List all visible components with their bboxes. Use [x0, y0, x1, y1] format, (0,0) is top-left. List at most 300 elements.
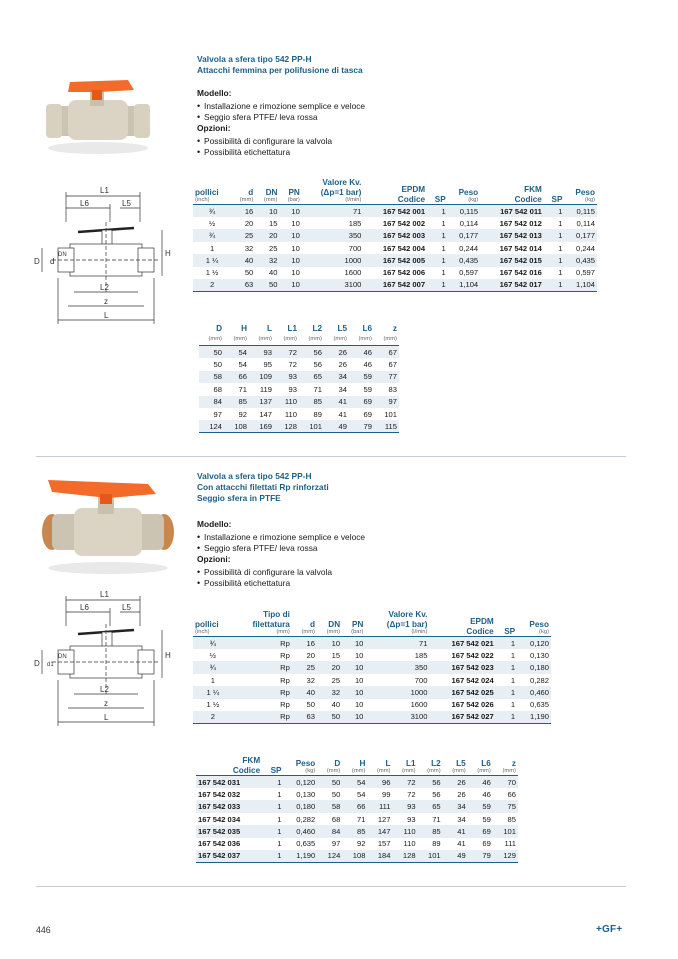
table-row	[196, 850, 518, 862]
table-cell: 0,244	[459, 243, 479, 253]
table-cell: Rp	[233, 711, 292, 723]
table-cell: 0,114	[576, 218, 595, 228]
table-row	[199, 408, 399, 420]
dim-label-L5: L5	[122, 199, 131, 208]
table-cell: 1000	[302, 254, 364, 266]
technical-drawing-1	[22, 182, 182, 330]
section1-title-1: Valvola a sfera tipo 542 PP-H	[197, 54, 312, 64]
table-cell: 167 542 011	[480, 205, 544, 217]
column-header-label: pollici	[195, 187, 219, 197]
list-item: • Seggio sfera PTFE/ leva rossa	[197, 112, 365, 123]
table-cell: 101	[493, 825, 518, 837]
table-cell: 0,435	[564, 254, 597, 266]
table-cell: 167 542 003	[363, 229, 427, 241]
column-header-label: L6	[481, 758, 491, 768]
table-cell: 1	[209, 243, 215, 253]
table-cell: 85	[224, 396, 249, 408]
table-cell: ¾	[193, 637, 233, 649]
table-cell: 1	[441, 268, 446, 278]
list-item: • Seggio sfera PTFE/ leva rossa	[197, 543, 365, 554]
table-cell: 167 542 032	[198, 789, 241, 799]
table-cell: 97	[374, 396, 399, 408]
table-cell: 1,104	[564, 279, 597, 291]
column-header-label: SP	[270, 765, 282, 775]
table-row	[193, 711, 551, 723]
column-header-label: Peso	[295, 758, 316, 768]
column-header-unit: (kg)	[539, 629, 549, 636]
table-cell: 97	[331, 839, 341, 849]
section2-title-2: Con attacchi filettati Rp rinforzati	[197, 482, 329, 492]
table-cell: 79	[468, 850, 493, 862]
column-header	[193, 178, 231, 205]
column-header-unit: (mm)	[376, 768, 391, 775]
column-header	[418, 756, 443, 776]
table-row	[193, 674, 551, 686]
column-header	[231, 178, 255, 205]
table-cell: 56	[313, 360, 322, 370]
table-cell: 124	[199, 420, 224, 432]
table-cell: 59	[349, 371, 374, 383]
table-cell: 1	[427, 229, 448, 241]
column-header	[342, 756, 367, 776]
table-cell: 1	[277, 789, 282, 799]
column-header-label: L	[385, 758, 391, 768]
table-cell: 59	[363, 384, 372, 394]
table-cell: 68	[331, 814, 341, 824]
column-header	[255, 178, 279, 205]
column-header-unit: (mm)	[301, 629, 315, 636]
column-header-label: Peso	[458, 187, 479, 197]
table-cell: 10	[342, 637, 365, 649]
table-row	[193, 699, 551, 711]
table-cell: Rp	[280, 650, 290, 660]
table-cell: 93	[249, 346, 274, 358]
column-header-label: DN	[328, 619, 341, 629]
table-cell: 10	[291, 268, 300, 278]
table-cell: Rp	[233, 686, 292, 698]
table-row	[199, 358, 399, 370]
table-cell: Rp	[280, 675, 290, 685]
table-cell: 1	[441, 243, 446, 253]
dim-label-L2: L2	[100, 283, 109, 292]
table-cell: 59	[482, 814, 491, 824]
table-cell: 108	[342, 850, 367, 862]
dim-label-L1: L1	[100, 590, 109, 599]
table-row	[193, 649, 551, 661]
column-header-unit: (mm)	[263, 197, 278, 204]
column-header-label: Peso	[575, 187, 595, 197]
table-cell: 128	[274, 420, 299, 432]
section2-table-codes	[193, 610, 551, 724]
table-cell: 71	[365, 637, 429, 649]
table-cell: 1	[262, 776, 283, 788]
column-header: z	[392, 324, 397, 333]
table-cell: 167 542 012	[499, 218, 542, 228]
table-cell: 1000	[365, 686, 429, 698]
table-cell: 0,120	[517, 637, 551, 649]
table-cell: 40	[331, 700, 341, 710]
table-cell: 72	[393, 776, 418, 788]
table-cell: 1	[496, 686, 517, 698]
table-cell: 167 542 016	[499, 268, 542, 278]
column-header-label: EPDM Codice	[466, 617, 494, 636]
table-cell: 127	[377, 814, 391, 824]
table-cell: 46	[363, 360, 372, 370]
table-cell: 20	[255, 229, 279, 241]
table-cell: 50	[317, 711, 342, 723]
table-cell: 101	[299, 420, 324, 432]
table-cell: 147	[259, 409, 272, 419]
table-cell: 70	[493, 776, 518, 788]
table-cell: 167 542 033	[196, 800, 262, 812]
table-cell: 10	[279, 229, 301, 241]
table-cell: 69	[468, 825, 493, 837]
table-cell: 1	[558, 218, 563, 228]
table-cell: 32	[244, 243, 254, 253]
column-header-unit: (kg)	[468, 197, 479, 204]
dim-label-d1: d1	[47, 662, 54, 668]
table-cell: 0,635	[296, 839, 316, 849]
table-cell: 72	[288, 360, 297, 370]
table-cell: 1,104	[448, 279, 480, 291]
column-header-label: SP	[551, 194, 563, 204]
table-cell: 54	[224, 346, 249, 358]
table-cell: 25	[292, 661, 317, 673]
column-header	[262, 756, 283, 776]
table-cell: 99	[382, 789, 391, 799]
table-cell: 92	[356, 839, 366, 849]
table-cell: Rp	[233, 637, 292, 649]
table-cell: 56	[432, 789, 441, 799]
table-cell: 50	[244, 268, 254, 278]
column-header-label: L2	[431, 758, 441, 768]
column-header-unit: (kg)	[585, 197, 595, 204]
table-cell: 350	[365, 661, 429, 673]
table-cell: 10	[279, 279, 301, 291]
table-cell: 34	[324, 371, 349, 383]
table-cell: Rp	[233, 661, 292, 673]
table-cell: 10	[342, 686, 365, 698]
table-row	[193, 637, 551, 649]
table-cell: 2	[193, 711, 233, 723]
table-cell: 147	[367, 825, 392, 837]
dim-label-L1: L1	[100, 186, 109, 195]
column-header-label: H	[359, 758, 366, 768]
table-cell: 26	[443, 776, 468, 788]
table-cell: 59	[468, 800, 493, 812]
table-cell: 46	[482, 789, 491, 799]
table-cell: 16	[231, 205, 255, 217]
table-cell: 115	[374, 420, 399, 432]
table-cell: 95	[263, 360, 272, 370]
table-cell: 20	[244, 218, 254, 228]
table-cell: 50	[306, 700, 315, 710]
section2-table-fkm	[196, 756, 518, 863]
table-cell: 40	[268, 268, 278, 278]
column-header	[496, 610, 517, 637]
section1-opzioni-list	[197, 136, 365, 157]
dim-label-L2: L2	[100, 685, 109, 694]
column-header	[427, 178, 448, 205]
table-cell: 66	[224, 371, 249, 383]
section1-table-codes	[193, 178, 597, 292]
table-cell: 0,282	[529, 675, 549, 685]
table-cell: 84	[199, 396, 224, 408]
column-header-label: pollici	[195, 619, 219, 629]
table-cell: 167 542 023	[429, 661, 495, 673]
column-header-label: DN	[265, 187, 278, 197]
table-cell: 83	[388, 384, 397, 394]
column-header	[443, 756, 468, 776]
table-row	[199, 346, 399, 358]
table-row	[196, 800, 518, 812]
table-cell: 2	[193, 279, 231, 291]
table-cell: 89	[432, 839, 441, 849]
column-header	[193, 610, 233, 637]
table-cell: 0,597	[575, 268, 595, 278]
table-cell: 32	[255, 254, 279, 266]
table-cell: 1 ½	[206, 700, 220, 710]
table-cell: 0,120	[284, 776, 318, 788]
column-header: L5	[337, 324, 347, 333]
table-cell: 167 542 004	[382, 243, 426, 253]
table-cell: 0,130	[296, 789, 316, 799]
table-cell: 93	[274, 371, 299, 383]
table-cell: 25	[331, 675, 341, 685]
table-row	[193, 242, 597, 254]
table-row	[199, 396, 399, 408]
table-cell: 1,190	[517, 711, 551, 723]
column-unit: (mm)	[324, 334, 349, 346]
page-number: 446	[36, 925, 51, 935]
table-cell: 167 542 017	[480, 279, 544, 291]
table-cell: 167 542 034	[198, 814, 241, 824]
section1-table-dimensions	[199, 324, 399, 433]
column-header-unit: (l/min)	[411, 629, 428, 636]
table-cell: 65	[418, 800, 443, 812]
table-cell: 54	[342, 776, 367, 788]
column-header-label: z	[511, 758, 516, 768]
table-cell: 20	[317, 661, 342, 673]
table-cell: 34	[338, 384, 347, 394]
column-header: H	[241, 324, 247, 333]
table-cell: 1600	[410, 700, 428, 710]
list-item: • Possibilità etichettatura	[197, 147, 365, 158]
column-header	[292, 610, 317, 637]
table-cell: 169	[249, 420, 274, 432]
table-cell: ¾	[193, 229, 231, 241]
column-header	[233, 610, 292, 637]
table-cell: 69	[363, 409, 372, 419]
column-header-label: L1	[406, 758, 416, 768]
column-header	[429, 610, 495, 637]
column-header-unit: (inch)	[195, 629, 210, 636]
column-header	[317, 610, 342, 637]
table-cell: 111	[367, 800, 392, 812]
table-cell: 97	[213, 409, 222, 419]
table-cell: 1 ¼	[193, 254, 231, 266]
table-cell: 71	[432, 814, 441, 824]
table-cell: 0,282	[296, 814, 316, 824]
table-row	[193, 279, 597, 291]
column-header-unit: (bar)	[287, 197, 300, 204]
table-cell: 167 542 015	[480, 254, 544, 266]
column-header-label: EPDM Codice	[397, 185, 426, 204]
table-cell: 110	[274, 396, 299, 408]
table-cell: 69	[349, 396, 374, 408]
table-cell: 72	[407, 789, 416, 799]
product-photo-2	[38, 470, 178, 580]
table-cell: 41	[457, 839, 466, 849]
list-item: • Possibilità di configurare la valvola	[197, 136, 365, 147]
table-cell: 49	[443, 850, 468, 862]
column-header-label: Valore Kv. (Δp=1 bar)	[386, 610, 428, 629]
column-unit: (mm)	[224, 334, 249, 346]
column-header-label: SP	[504, 626, 516, 636]
table-cell: 10	[255, 205, 279, 217]
column-header	[367, 756, 392, 776]
section1-modello-label: Modello:	[197, 88, 232, 98]
table-cell: ¾	[193, 661, 233, 673]
table-cell: 89	[313, 409, 322, 419]
table-row	[196, 825, 518, 837]
column-header-label: Peso	[529, 619, 549, 629]
footer-divider	[36, 886, 626, 887]
table-cell: 63	[231, 279, 255, 291]
column-header	[468, 756, 493, 776]
table-cell: 58	[317, 800, 342, 812]
column-header-unit: (inch)	[195, 197, 210, 204]
table-cell: 128	[393, 850, 418, 862]
table-cell: 69	[482, 839, 491, 849]
column-header	[363, 178, 427, 205]
table-row	[193, 229, 597, 241]
table-cell: 85	[299, 396, 324, 408]
dim-label-L: L	[104, 311, 109, 320]
dim-label-z: z	[104, 297, 108, 306]
table-row	[196, 776, 518, 788]
table-cell: 10	[342, 711, 365, 723]
column-header-label: SP	[434, 194, 446, 204]
table-row	[193, 217, 597, 229]
table-cell: 167 542 035	[196, 825, 262, 837]
section2-title-3: Seggio sfera in PTFE	[197, 493, 281, 503]
column-header	[342, 610, 365, 637]
table-cell: 111	[504, 839, 516, 849]
table-row	[199, 383, 399, 395]
table-cell: 71	[356, 814, 366, 824]
table-cell: 56	[418, 776, 443, 788]
table-cell: 0,114	[459, 218, 479, 228]
table-cell: 157	[377, 839, 391, 849]
table-cell: 119	[259, 384, 272, 394]
column-header	[365, 610, 429, 637]
table-cell: 67	[374, 346, 399, 358]
table-cell: 85	[507, 814, 516, 824]
table-cell: 167 542 014	[499, 243, 542, 253]
table-cell: 1	[510, 650, 516, 660]
table-cell: 66	[342, 800, 367, 812]
table-cell: 3100	[365, 711, 429, 723]
section2-modello-list	[197, 532, 365, 553]
table-cell: 15	[331, 650, 341, 660]
column-header-label: Tipo di filettatura	[252, 610, 290, 629]
table-cell: 1	[277, 839, 282, 849]
table-cell: 10	[354, 650, 364, 660]
column-unit: (mm)	[299, 334, 324, 346]
table-cell: 167 542 002	[382, 218, 426, 228]
table-cell: 167 542 006	[382, 268, 426, 278]
table-cell: 0,177	[564, 229, 597, 241]
column-header-unit: (mm)	[427, 768, 441, 775]
dim-label-D: D	[34, 659, 40, 668]
table-cell: 85	[342, 825, 367, 837]
table-cell: 25	[268, 243, 278, 253]
table-row	[196, 788, 518, 800]
table-cell: 54	[238, 360, 247, 370]
table-cell: 10	[279, 254, 301, 266]
table-row	[199, 420, 399, 432]
table-cell: 1	[427, 205, 448, 217]
table-cell: 10	[354, 675, 364, 685]
column-header-unit: (mm)	[276, 629, 290, 636]
list-item: • Installazione e rimozione semplice e veloce	[197, 101, 365, 112]
table-cell: 167 542 021	[429, 637, 495, 649]
table-cell: 71	[238, 384, 247, 394]
table-cell: 108	[224, 420, 249, 432]
table-cell: 137	[249, 396, 274, 408]
column-header: L6	[362, 324, 372, 333]
column-header: L1	[287, 324, 297, 333]
column-header	[564, 178, 597, 205]
dim-label-H: H	[165, 651, 171, 660]
table-cell: 185	[348, 218, 362, 228]
table-cell: 50	[213, 360, 222, 370]
section1-title-2: Attacchi femmina per polifusione di tasca	[197, 65, 363, 75]
table-cell: 0,115	[448, 205, 480, 217]
column-header	[393, 756, 418, 776]
table-row	[199, 371, 399, 383]
table-cell: 0,435	[448, 254, 480, 266]
table-cell: 167 542 001	[363, 205, 427, 217]
table-cell: 10	[291, 243, 300, 253]
table-cell: 85	[418, 825, 443, 837]
table-cell: 96	[367, 776, 392, 788]
table-cell: 1	[262, 825, 283, 837]
table-cell: 0,460	[284, 825, 318, 837]
table-row	[193, 686, 551, 698]
table-cell: 167 542 013	[480, 229, 544, 241]
table-cell: 167 542 031	[196, 776, 262, 788]
table-cell: 50	[317, 776, 342, 788]
table-cell: 41	[443, 825, 468, 837]
table-cell: 84	[317, 825, 342, 837]
table-cell: Rp	[280, 700, 290, 710]
table-cell: 1	[210, 675, 215, 685]
table-cell: 167 542 036	[198, 839, 241, 849]
table-cell: 109	[249, 371, 274, 383]
column-header	[493, 756, 518, 776]
table-cell: 167 542 024	[451, 675, 494, 685]
table-cell: 0,244	[575, 243, 595, 253]
table-cell: 50	[199, 346, 224, 358]
product-photo-1	[38, 60, 158, 160]
dim-label-DN: DN	[58, 252, 67, 258]
dim-label-DN: DN	[58, 654, 67, 660]
column-header-label: d	[309, 619, 315, 629]
table-row	[193, 661, 551, 673]
table-cell: 0,177	[448, 229, 480, 241]
